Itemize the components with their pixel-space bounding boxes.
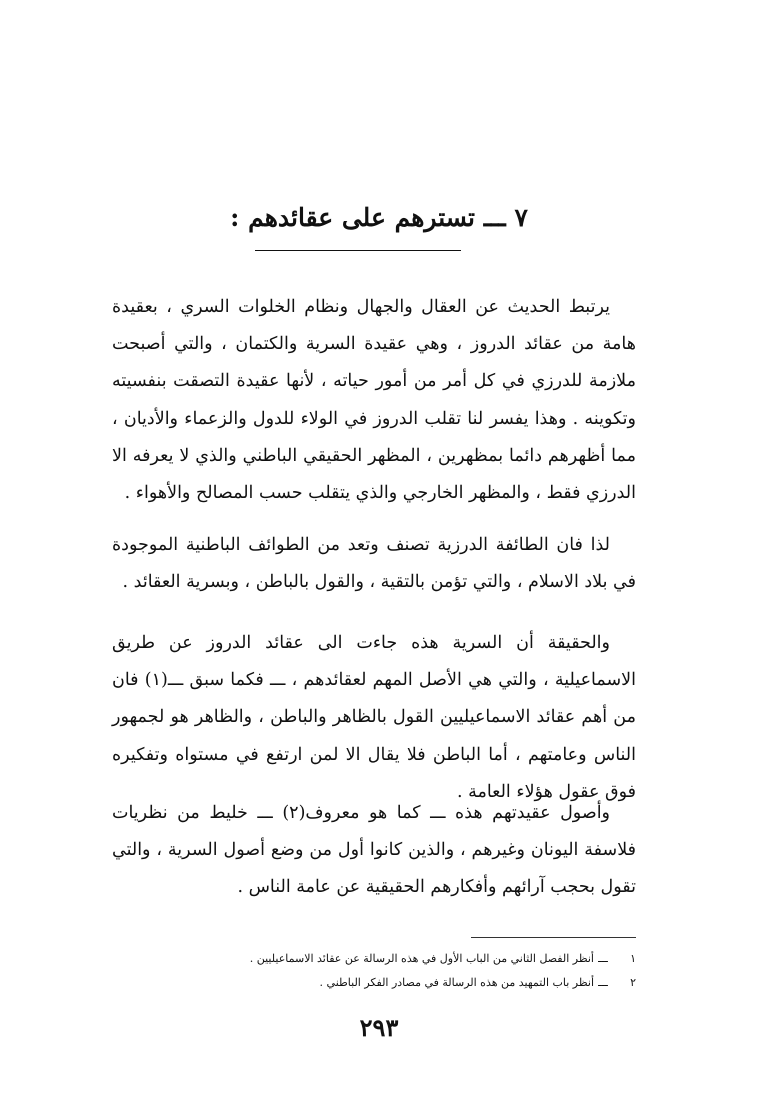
footnote-number: ١ [630, 952, 636, 965]
paragraph-4 [112, 795, 636, 907]
paragraph-text: لذا فان الطائفة الدرزية تصنف وتعد من الطوائف الباطنية الموجودة في بلاد الاسلام ، والتي تؤمن بالتقية ، والقول بالباطن ، وبسرية العقائد . [112, 535, 636, 593]
section-title: تسترهم على عقائدهم [248, 203, 476, 232]
paragraph-text: وأصول عقيدتهم هذه ـــ كما هو معروف(٢) ـــ خليط من نظريات فلاسفة اليونان وغيرهم ، والذين كانوا أول من وضع أصول السرية ، والتي تقول بحجب آرائهم وأفكارهم الحقيقية عن عامة الناس . [112, 803, 636, 898]
heading-underline [255, 250, 461, 251]
section-heading-wrapper [0, 196, 758, 240]
footnote-1 [112, 948, 636, 969]
footnote-text: أنظر الفصل الثاني من الباب الأول في هذه الرسالة عن عقائد الاسماعيليين . [249, 952, 594, 965]
section-number: ٧ [514, 203, 528, 232]
paragraph-text: يرتبط الحديث عن العقال والجهال ونظام الخلوات السري ، بعقيدة هامة من عقائد الدروز ، وهي عقيدة السرية والكتمان ، والتي أصبحت ملازمة للدرزي في كل أمر من أمور حياته ، لأنها عقيدة التصقت بنفسيته وتكوينه . وهذا يفسر لنا تقلب الدروز في الولاء للدول والزعماء والأديان ، مما أظهرهم دائما بمظهرين ، المظهر الحقيقي الباطني والذي لا يعرفه الا الدرزي فقط ، والمظهر الخارجي والذي يتقلب حسب المصالح والأهواء . [112, 297, 636, 504]
paragraph-3 [112, 625, 636, 811]
paragraph-1 [112, 289, 636, 512]
footnote-number: ٢ [630, 976, 636, 989]
footnotes [112, 948, 636, 996]
section-colon: : [230, 203, 240, 232]
section-heading [226, 196, 532, 240]
page-number: ٢٩٣ [359, 1013, 399, 1042]
footnote-separator [471, 937, 636, 938]
footnote-dash: ـــ [598, 976, 608, 989]
paragraph-2 [112, 527, 636, 601]
footnote-dash: ـــ [598, 952, 608, 965]
footnote-2 [112, 972, 636, 993]
paragraph-text: والحقيقة أن السرية هذه جاءت الى عقائد الدروز عن طريق الاسماعيلية ، والتي هي الأصل المهم لعقائدهم ، ـــ فكما سبق ـــ(١) فان من أهم عقائد الاسماعيليين القول بالظاهر والباطن ، والظاهر هو لجمهور الناس وعامتهم ، أما الباطن فلا يقال الا لمن ارتفع في مستواه وتفكيره فوق عقول هؤلاء العامة . [112, 633, 636, 802]
section-dash: ـــ [483, 203, 506, 232]
footnote-text: أنظر باب التمهيد من هذه الرسالة في مصادر الفكر الباطني . [319, 976, 594, 989]
